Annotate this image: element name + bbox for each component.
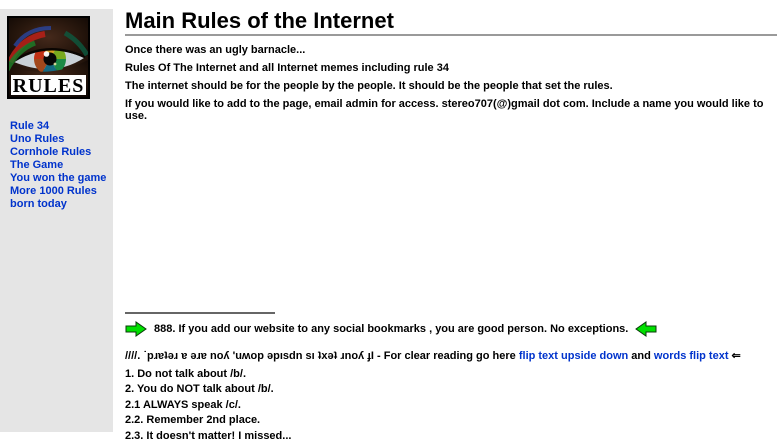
flip-text-line xyxy=(125,350,777,362)
arrow-left-icon xyxy=(635,321,657,337)
flip-hint-text: - For clear reading go here xyxy=(377,350,516,362)
sidebar-item-uno-rules[interactable]: Uno Rules xyxy=(10,133,113,146)
site-logo[interactable] xyxy=(7,16,90,99)
rule-item: 1. Do not talk about /b/. xyxy=(125,369,777,381)
intro-section xyxy=(125,45,777,122)
rule-item: 2.2. Remember 2nd place. xyxy=(125,415,777,427)
sidebar-item-born-today[interactable]: born today xyxy=(10,198,113,211)
intro-paragraph: Rules Of The Internet and all Internet memes including rule 34 xyxy=(125,63,777,75)
sidebar-item-cornhole-rules[interactable]: Cornhole Rules xyxy=(10,146,113,159)
sidebar-item-you-won-the-game[interactable]: You won the game xyxy=(10,172,113,185)
link-flip-text-upside-down[interactable]: flip text upside down xyxy=(519,350,628,362)
sidebar-item-the-game[interactable]: The Game xyxy=(10,159,113,172)
sidebar-item-rule-34[interactable]: Rule 34 xyxy=(10,120,113,133)
left-double-arrow-icon: ⇐ xyxy=(732,350,741,362)
main-content xyxy=(125,9,777,442)
rainbow-eye-icon xyxy=(9,18,88,97)
intro-paragraph: If you would like to add to the page, email admin for access. stereo707(@)gmail dot com. Include a name you would like to use. xyxy=(125,99,777,122)
link-words-flip-text[interactable]: words flip text xyxy=(654,350,729,362)
intro-paragraph: The internet should be for the people by the people. It should be the people that set the rules. xyxy=(125,81,777,93)
rule-item: 2.1 ALWAYS speak /c/. xyxy=(125,400,777,412)
title-divider xyxy=(125,34,777,36)
page-title: Main Rules of the Internet xyxy=(125,9,777,33)
bookmark-rule-row xyxy=(125,321,777,337)
sidebar xyxy=(0,9,113,432)
empty-space xyxy=(125,129,777,312)
rule-item: 2.3. It doesn't matter! I missed... xyxy=(125,431,777,442)
rules-list xyxy=(125,369,777,442)
bookmark-rule-text: 888. If you add our website to any social bookmarks , you are good person. No exceptions. xyxy=(154,323,628,335)
upside-down-text: ////. ˙pɹɐʇǝɹ ɐ ǝɹɐ noʎ 'uʍop ǝpısdn sı ʇxǝʇ ɹnoʎ ɟI xyxy=(125,350,374,362)
rule-item: 2. You do NOT talk about /b/. xyxy=(125,384,777,396)
conjunction-text: and xyxy=(631,350,651,362)
section-divider xyxy=(125,312,275,314)
sidebar-nav xyxy=(10,120,113,211)
logo-rules-text: RULES xyxy=(13,75,85,97)
arrow-right-icon xyxy=(125,321,147,337)
sidebar-item-more-1000-rules[interactable]: More 1000 Rules xyxy=(10,185,113,198)
intro-paragraph: Once there was an ugly barnacle... xyxy=(125,45,777,57)
